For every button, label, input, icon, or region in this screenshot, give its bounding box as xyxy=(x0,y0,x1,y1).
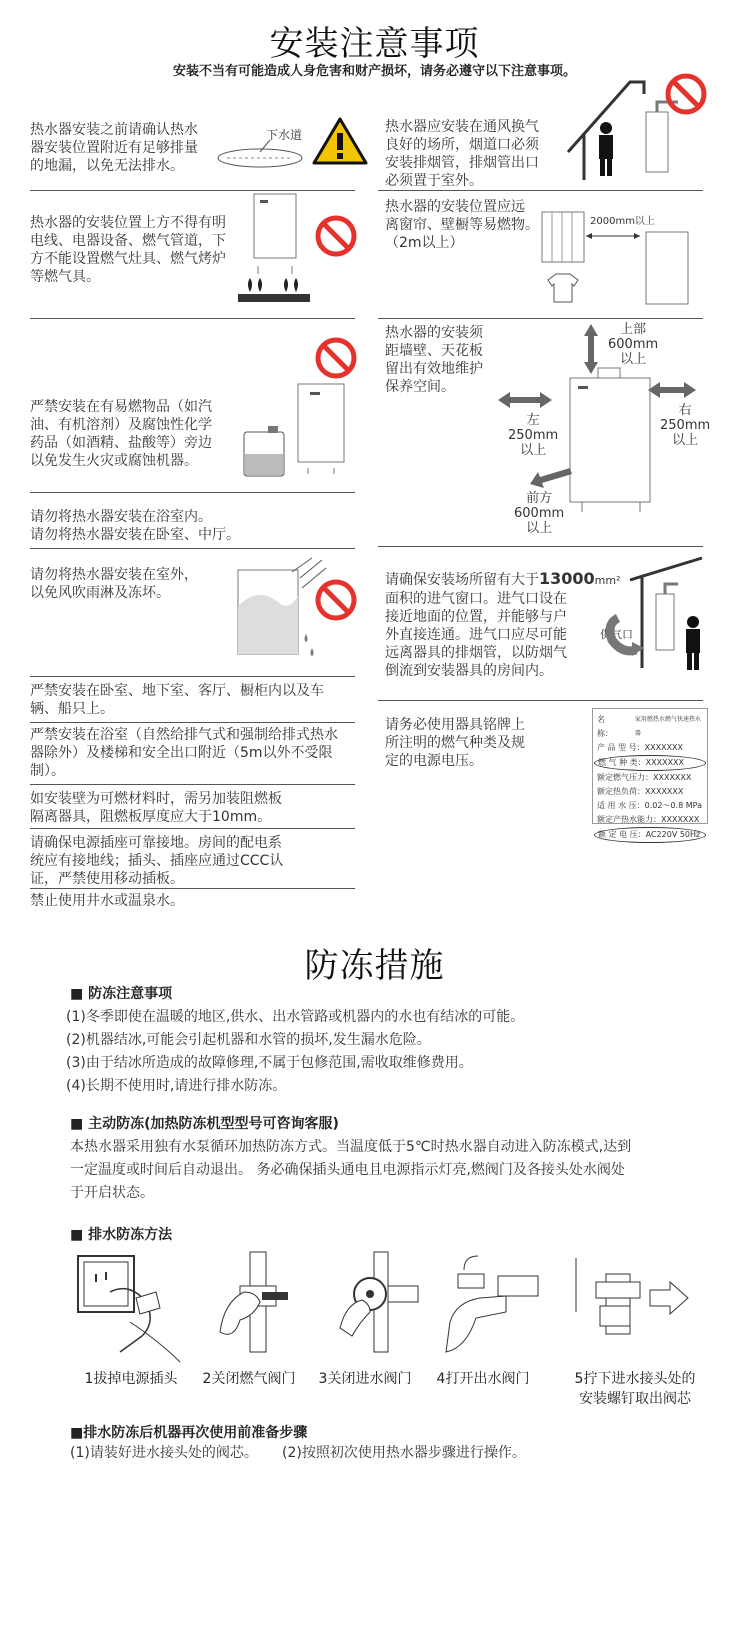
left-item-1-text: 热水器安装之前请确认热水 器安装位置附近有足够排量 的地漏，以免无法排水。 xyxy=(30,122,198,174)
prohibited-icon xyxy=(314,578,358,622)
right-item-4-text: 请确保安装场所留有大于13000mm² 面积的进气窗口。进气口设在 接近地面的位置，并能够与户 外直接连通。进气口应尽可能 远离器具的排烟管，以防烟气 倒流到安装器具的房间内。 xyxy=(385,569,621,679)
flammables-illustration xyxy=(238,380,358,480)
prohibited-icon xyxy=(314,214,358,258)
reuse-step-2: (2)按照初次使用热水器步骤进行操作。 xyxy=(282,1445,526,1461)
right-item-1-text: 热水器应安装在通风换气 良好的场所，烟道口必须 安装排烟管，排烟管出口 必须置于室外。 xyxy=(385,119,539,189)
drain-label: 下水道 xyxy=(266,128,303,142)
water-valve-illustration xyxy=(330,1252,430,1362)
left-item-8-text: 如安装壁为可燃材料时，需另加装阻燃板 隔离器具，阻燃板厚度应大于10mm。 xyxy=(30,791,282,825)
heater-over-stove-illustration xyxy=(236,190,316,310)
air-inlet-illustration xyxy=(598,556,708,676)
install-subtitle: 安装不当有可能造成人身危害和财产损坏，请务必遵守以下注意事项。 xyxy=(172,64,576,79)
left-item-5-text: 请勿将热水器安装在室外， 以免风吹雨淋及冻坏。 xyxy=(30,567,198,601)
left-item-9-text: 请确保电源插座可靠接地。房间的配电系 统应有接地线；插头、插座应通过CCC认 证，严禁使用移动插板。 xyxy=(30,835,284,887)
active-heading: ■ 主动防冻(加热防冻机型型号可咨询客服) xyxy=(70,1113,339,1133)
active-description: 本热水器采用独有水泵循环加热防冻方式。当温度低于5℃时热水器自动进入防冻模式,达到 一定温度或时间后自动退出。 务必确保插头通电且电源指示灯亮,燃阀门及各接头处水阀处 于开启状态。 xyxy=(70,1139,632,1201)
left-item-2-text: 热水器的安装位置上方不得有明 电线、电器设备、燃气管道，下 方不能设置燃气灶具、燃气烤炉 等燃气具。 xyxy=(30,215,226,285)
reuse-heading: ■排水防冻后机器再次使用前准备步骤 xyxy=(70,1425,308,1441)
drain-illustration xyxy=(215,140,305,170)
left-item-10-text: 禁止使用井水或温泉水。 xyxy=(30,893,184,909)
step-1-caption: 1拔掉电源插头 xyxy=(84,1371,178,1387)
right-item-3-text: 热水器的安装须 距墙壁、天花板 留出有效地维护 保养空间。 xyxy=(385,325,483,395)
notice-heading: ■ 防冻注意事项 xyxy=(70,983,172,1003)
reuse-step-1: (1)请装好进水接头处的阀芯。 xyxy=(70,1445,258,1461)
area-line: 请确保安装场所留有大于13000mm² xyxy=(385,569,621,588)
voltage-highlight: 额 定 电 压： AC220V 50Hz xyxy=(594,827,706,843)
clearance-front: 前方 600mm 以上 xyxy=(514,491,565,536)
step-3-caption: 3关闭进水阀门 xyxy=(318,1371,412,1387)
drain-heading: ■ 排水防冻方法 xyxy=(70,1224,172,1244)
air-inlet-label: 供气口 xyxy=(600,628,633,641)
inlet-filter-illustration xyxy=(570,1252,700,1362)
unplug-illustration xyxy=(70,1252,190,1362)
left-item-7-text: 严禁安装在浴室（自然给排气式和强制给排式热水 器除外）及楼梯和安全出口附近（5m以外不受限 制）。 xyxy=(30,727,338,779)
step-5-caption: 5拧下进水接头处的 安装螺钉取出阀芯 xyxy=(574,1371,696,1407)
outlet-valve-illustration xyxy=(436,1252,546,1362)
clearance-right: 右 250mm 以上 xyxy=(660,403,711,448)
curtain-distance-illustration xyxy=(540,206,710,316)
distance-label: 2000mm以上 xyxy=(590,216,655,227)
left-item-3-text: 严禁安装在有易燃物品（如汽 油、有机溶剂）及腐蚀性化学 药品（如酒精、盐酸等）旁边 以免发生火灾或腐蚀机器。 xyxy=(30,399,212,469)
antifreeze-title: 防冻措施 xyxy=(304,946,445,986)
install-title: 安装注意事项 xyxy=(269,24,480,64)
step-4-caption: 4打开出水阀门 xyxy=(436,1371,530,1387)
gas-valve-illustration xyxy=(210,1252,310,1362)
right-item-5-text: 请务必使用器具铭牌上 所注明的燃气种类及规 定的电源电压。 xyxy=(385,717,525,769)
left-item-6-text: 严禁安装在卧室、地下室、客厅、橱柜内以及车 辆、船只上。 xyxy=(30,683,324,717)
warning-icon xyxy=(312,116,368,166)
clearance-left: 左 250mm 以上 xyxy=(508,413,559,458)
gas-type-highlight: 燃 气 种 类： XXXXXXX xyxy=(594,755,706,771)
clearance-top: 上部 600mm 以上 xyxy=(608,322,659,367)
notice-list: (1)冬季即使在温暖的地区,供水、出水管路或机器内的水也有结冰的可能。 (2)机器结冰,可能会引起机器和水管的损坏,发生漏水危险。 (3)由于结冰所造成的故障修理,不属于包修范围,需收取维修费用。 (4)长期不使用时,请进行排水防冻。 xyxy=(66,1009,525,1094)
right-item-2-text: 热水器的安装位置应远 离窗帘、壁橱等易燃物。 （2m以上） xyxy=(385,199,539,251)
nameplate: 名 称： 家用燃热水燃气快速热水器 产 品 型 号： XXXXXXX 燃 气 种 类： XXXXXXX 额定燃气压力： XXXXXXX 额定热负荷： XXXXXXX 适 用 水 压： 0.02～0.8 MPa 额定产热水能力： XXXXXXX 额 定 电 压： AC220V 50Hz xyxy=(592,708,708,824)
ventilation-illustration xyxy=(568,72,728,182)
step-2-caption: 2关闭燃气阀门 xyxy=(202,1371,296,1387)
left-item-4-text: 请勿将热水器安装在浴室内。 请勿将热水器安装在卧室、中厅。 xyxy=(30,509,240,543)
clearance-illustration xyxy=(490,318,730,548)
prohibited-icon xyxy=(314,336,358,380)
